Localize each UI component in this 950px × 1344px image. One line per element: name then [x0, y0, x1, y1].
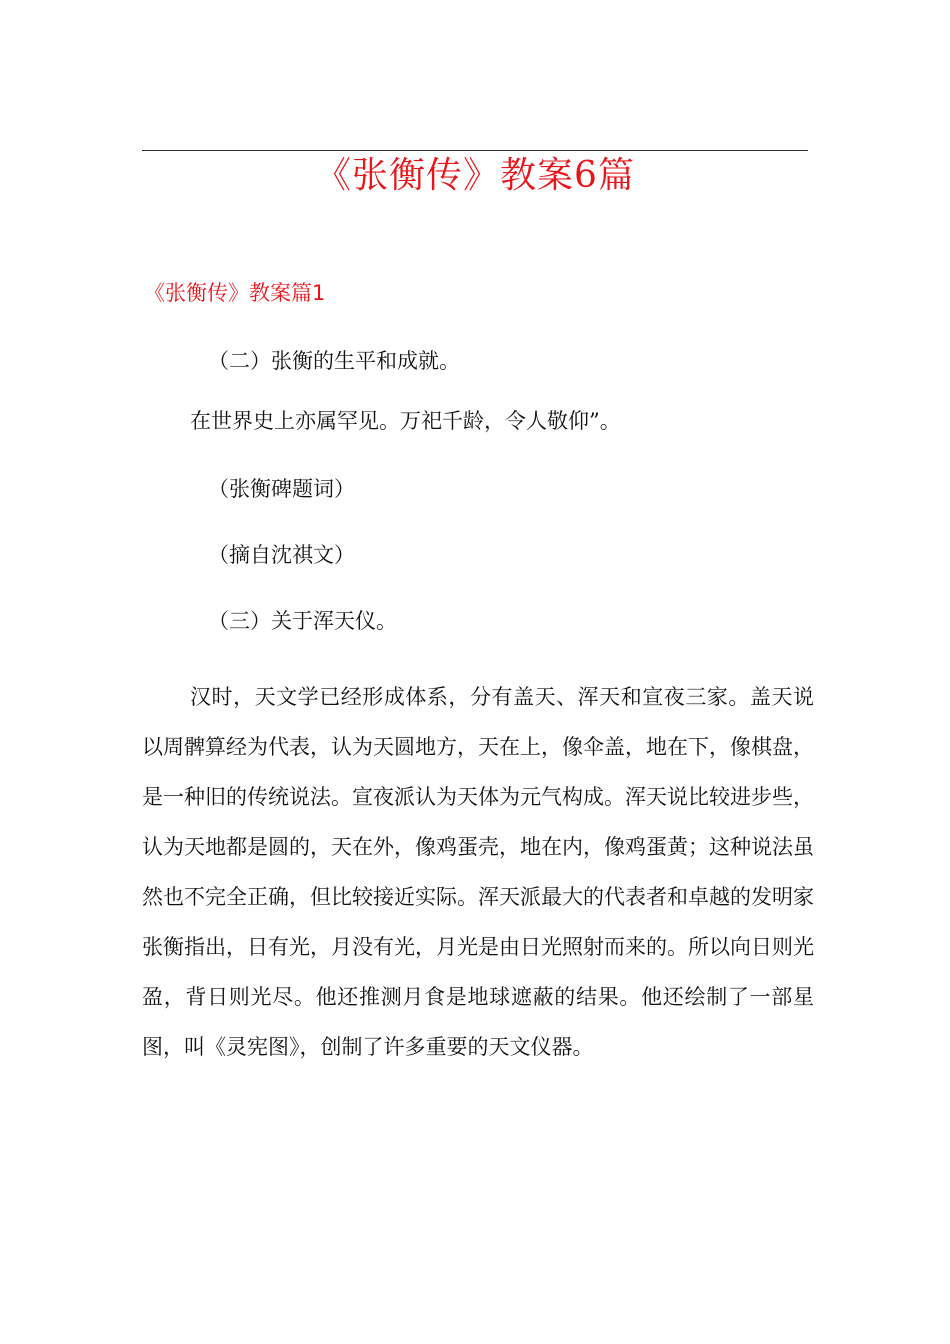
- subheading-armillary: （三）关于浑天仪。: [208, 609, 397, 633]
- quote-line: 在世界史上亦属罕见。万祀千龄，令人敬仰”。: [190, 409, 621, 433]
- source-line-excerpt: （摘自沈祺文）: [208, 543, 355, 567]
- document-title: 《张衡传》教案6篇: [315, 155, 635, 196]
- subheading-biography: （二）张衡的生平和成就。: [208, 349, 460, 373]
- section-heading: 《张衡传》教案篇1: [144, 281, 326, 305]
- source-line-inscription: （张衡碑题词）: [208, 477, 355, 501]
- body-paragraph: 汉时，天文学已经形成体系，分有盖天、浑天和宣夜三家。盖天说以周髀算经为代表，认为天圆地方，天在上，像伞盖，地在下，像棋盘，是一种旧的传统说法。宣夜派认为天体为元气构成。浑天说比较进步些，认为天地都是圆的，天在外，像鸡蛋壳，地在内，像鸡蛋黄；这种说法虽然也不完全正确，但比较接近实际。浑天派最大的代表者和卓越的发明家张衡指出，日有光，月没有光，月光是由日光照射而来的。所以向日则光盈，背日则光尽。他还推测月食是地球遮蔽的结果。他还绘制了一部星图，叫《灵宪图》，创制了许多重要的天文仪器。: [142, 685, 814, 1059]
